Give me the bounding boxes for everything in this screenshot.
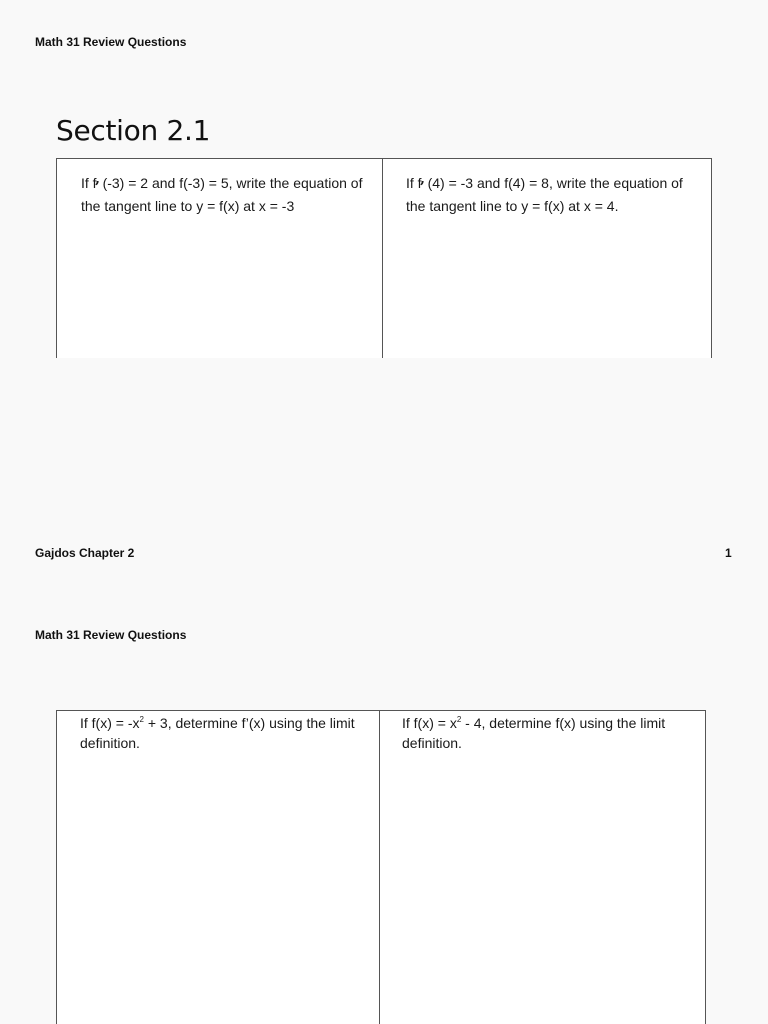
page1-question-table [56, 158, 712, 358]
question-text-part: If f(x) = -x [80, 715, 140, 731]
page2-header: Math 31 Review Questions [35, 628, 187, 642]
page2-question-cell-2 [379, 710, 706, 1024]
page2-question-1-line2: definition. [80, 735, 140, 751]
page2-question-2-text [402, 713, 702, 753]
question-text-part: If f(x) = x [402, 715, 457, 731]
question-text-part: (4) = -3 and f(4) = 8, write the equation of [427, 175, 683, 191]
page1-question-1-text [81, 172, 381, 218]
prime-mark: ’ [94, 178, 100, 196]
page2-question-2-line2: definition. [402, 735, 462, 751]
page1-question-2-text [406, 172, 706, 218]
question-text-part: If f [81, 175, 97, 191]
page1-page-number: 1 [725, 546, 732, 560]
page1-question-2-line2: the tangent line to y = f(x) at x = 4. [406, 198, 619, 214]
page1-question-cell-2 [382, 158, 712, 358]
page2-question-table [56, 710, 706, 1024]
page2-question-2-line1 [402, 713, 702, 733]
page2-question-1-text [80, 713, 380, 753]
question-text-part: If f [406, 175, 422, 191]
page1-question-cell-1 [56, 158, 383, 358]
question-text-part: + 3, determine f’(x) using the limit [143, 715, 355, 731]
page1-question-2-line1 [406, 172, 706, 195]
prime-mark: ’ [419, 178, 425, 196]
page1-question-1-line2: the tangent line to y = f(x) at x = -3 [81, 198, 295, 214]
section-title: Section 2.1 [56, 114, 211, 147]
exponent: 2 [139, 715, 144, 724]
question-text-part: - 4, determine f(x) using the limit [461, 715, 666, 731]
page1-question-1-line1 [81, 172, 381, 195]
page1-header: Math 31 Review Questions [35, 35, 187, 49]
page2-question-cell-1 [56, 710, 380, 1024]
page2-question-1-line1 [80, 713, 380, 733]
page1-footer-left: Gajdos Chapter 2 [35, 546, 135, 560]
exponent: 2 [456, 715, 462, 724]
question-text-part: (-3) = 2 and f(-3) = 5, write the equation of [102, 175, 363, 191]
